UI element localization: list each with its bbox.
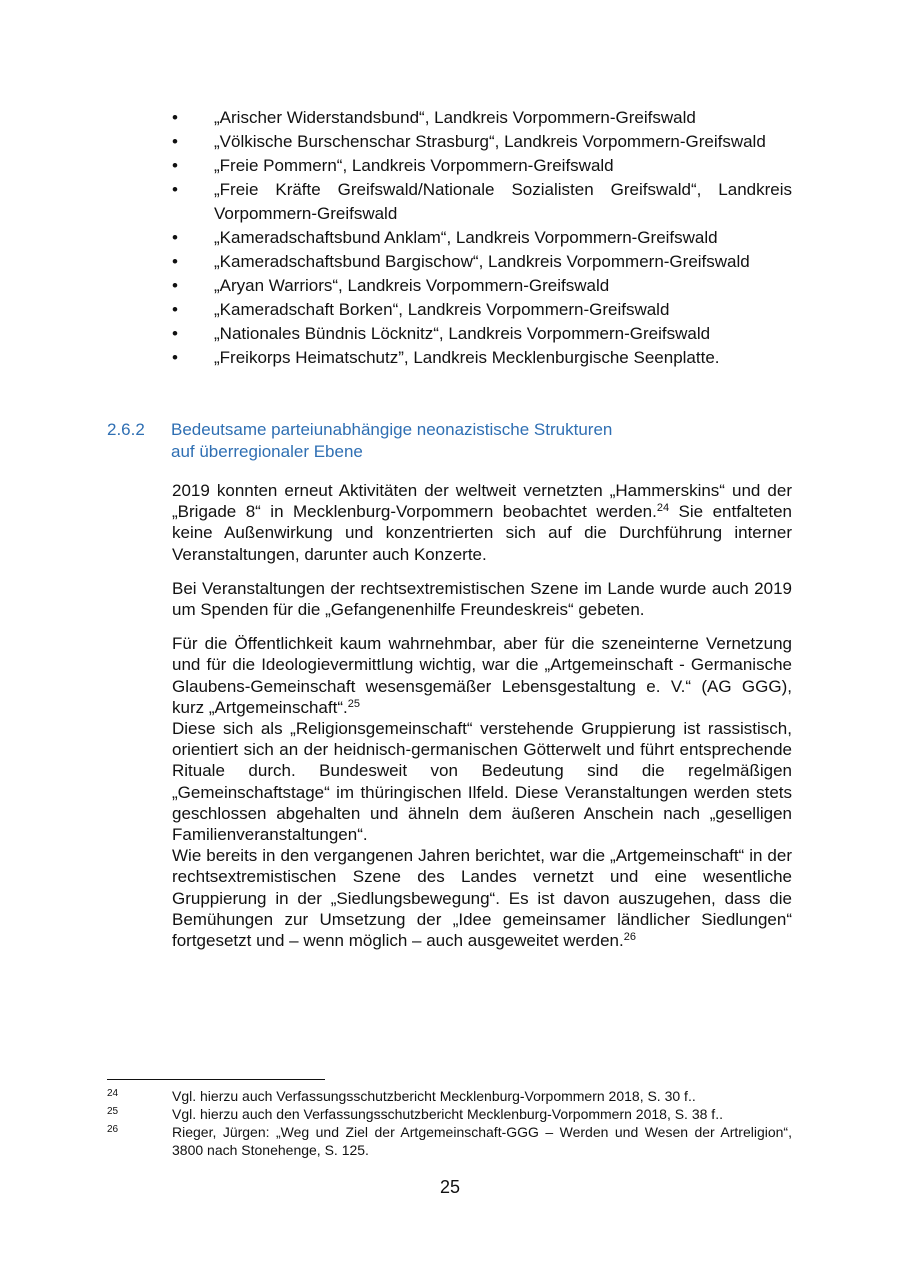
organization-list <box>0 106 900 370</box>
footnote-divider <box>107 1079 325 1080</box>
bullet-icon: • <box>172 348 178 367</box>
footnote: 26 Rieger, Jürgen: „Weg und Ziel der Artgemeinschaft-GGG – Werden und Wesen der Artreligion“, 3800 nach Stonehenge, S. 125. <box>107 1123 792 1159</box>
list-item: • „Völkische Burschenschar Strasburg“, Landkreis Vorpommern-Greifswald <box>0 130 792 154</box>
bullet-icon: • <box>172 180 178 199</box>
list-item: • „Kameradschaft Borken“, Landkreis Vorpommern-Greifswald <box>0 298 792 322</box>
list-item: • „Freikorps Heimatschutz”, Landkreis Mecklenburgische Seenplatte. <box>0 346 792 370</box>
paragraph: 2019 konnten erneut Aktivitäten der weltweit vernetzten „Hammerskins“ und der „Brigade 8“ in Mecklenburg-Vorpommern beobachtet werden.$^{24}$ Sie entfalteten keine Außenwirkung und konzentrierten sich auf die Durchführung interner Veranstaltungen, darunter auch Konzerte. <box>172 481 792 564</box>
section-number: 2.6.2 <box>107 420 145 439</box>
body-text <box>172 480 792 951</box>
bullet-icon: • <box>172 252 178 271</box>
footnote-number: 24 <box>107 1088 119 1099</box>
bullet-icon: • <box>172 300 178 319</box>
list-item: • „Kameradschaftsbund Bargischow“, Landkreis Vorpommern-Greifswald <box>0 250 792 274</box>
footnote-ref: 25 <box>347 697 360 710</box>
list-item: • „Kameradschaftsbund Anklam“, Landkreis Vorpommern-Greifswald <box>0 226 792 250</box>
paragraph: Für die Öffentlichkeit kaum wahrnehmbar, aber für die szeneinterne Vernetzung und für die Ideologievermittlung wichtig, war die „Artgemeinschaft - Germanische Glaubens-Gemeinschaft wesensgemäßer Lebensgestaltung e. V.“ (AG GGG), kurz „Artgemeinschaft“.$^{25}$ <box>172 634 792 717</box>
footnote-ref: 24 <box>656 502 670 515</box>
paragraph: Diese sich als „Religionsgemeinschaft“ verstehende Gruppierung ist rassistisch, orientiert sich an der heidnisch-germanischen Götterwelt und führt entsprechende Rituale durch. Bundesweit von Bedeutung sind die regelmäßigen „Gemeinschaftstage“ im thüringischen Ilfeld. Diese Veranstaltungen werden stets geschlossen abgehalten und ähneln dem äußeren Anschein nach „geselligen Familienveranstaltungen“. <box>172 719 792 845</box>
list-item: • „Freie Kräfte Greifswald/Nationale Sozialisten Greifswald“, Landkreis Vorpommern-Greifswald <box>172 180 792 223</box>
footnotes <box>107 1087 792 1159</box>
footnote: 25 Vgl. hierzu auch den Verfassungsschutzbericht Mecklenburg-Vorpommern 2018, S. 38 f.. <box>107 1105 792 1123</box>
list-item: • „Arischer Widerstandsbund“, Landkreis Vorpommern-Greifswald <box>0 106 792 130</box>
bullet-icon: • <box>172 276 178 295</box>
footnote-ref: 26 <box>623 931 636 944</box>
footnote-number: 26 <box>107 1124 119 1135</box>
paragraph: Wie bereits in den vergangenen Jahren berichtet, war die „Artgemeinschaft“ in der rechtsextremistischen Szene des Landes vernetzt und eine wesentliche Gruppierung in der „Siedlungsbewegung“. Es ist davon auszugehen, dass die Bemühungen zur Umsetzung der „Idee gemeinsamer ländlicher Siedlungen“ fortgesetzt und – wenn möglich – auch ausgeweitet werden.$^{26}$ <box>172 846 792 951</box>
bullet-icon: • <box>172 324 178 343</box>
list-item: • „Nationales Bündnis Löcknitz“, Landkreis Vorpommern-Greifswald <box>0 322 792 346</box>
list-item: • „Aryan Warriors“, Landkreis Vorpommern-Greifswald <box>0 274 792 298</box>
section-title: Bedeutsame parteiunabhängige neonazistische Strukturen auf überregionaler Ebene <box>171 420 613 461</box>
bullet-icon: • <box>172 156 178 175</box>
paragraph: Bei Veranstaltungen der rechtsextremistischen Szene im Lande wurde auch 2019 um Spenden für die „Gefangenenhilfe Freundeskreis“ gebeten. <box>172 578 792 620</box>
bullet-icon: • <box>172 108 178 127</box>
page-number: 25 <box>439 1177 461 1197</box>
list-item: • „Freie Pommern“, Landkreis Vorpommern-Greifswald <box>0 154 792 178</box>
footnote-number: 25 <box>107 1106 119 1117</box>
bullet-icon: • <box>172 228 178 247</box>
bullet-icon: • <box>172 132 178 151</box>
footnote: 24 Vgl. hierzu auch Verfassungsschutzbericht Mecklenburg-Vorpommern 2018, S. 30 f.. <box>107 1087 792 1105</box>
